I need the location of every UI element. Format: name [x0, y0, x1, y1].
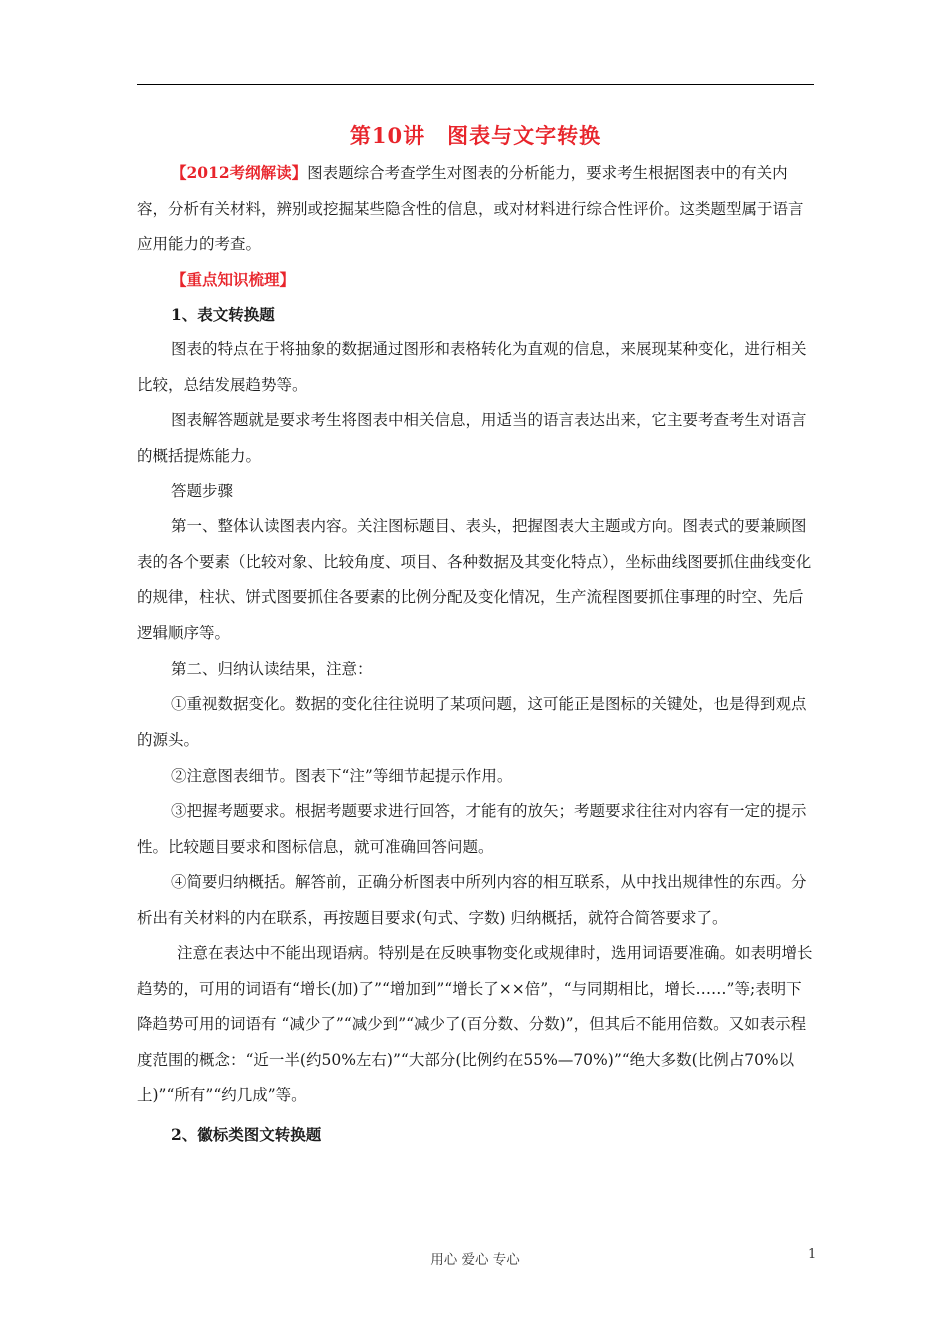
subheading-logo-text: 2、徽标类图文转换题 — [171, 1125, 322, 1144]
section-heading: 【重点知识梳理】 — [171, 270, 296, 289]
paragraph-step-two: 第二、归纳认读结果，注意： — [171, 660, 373, 678]
paragraph-point-1: ①重视数据变化。数据的变化往往说明了某项问题，这可能正是图标的关键处，也是得到观点的源头。 — [137, 695, 807, 749]
page-footer: 用心 爱心 专心 — [430, 1252, 520, 1268]
page-number: 1 — [808, 1247, 817, 1262]
intro-text: 图表题综合考查学生对图表的分析能力，要求考生根据图表中的有关内容，分析有关材料，辨别或挖掘某些隐含性的信息，或对材料进行综合性评价。这类题型属于语言应用能力的考查。 — [137, 164, 804, 253]
paragraph-expression-note: 注意在表达中不能出现语病。特别是在反映事物变化或规律时，选用词语要准确。如表明增长趋势的，可用的词语有“增长(加)了”“增加到”“增长了××倍”，“与同期相比，增长……”等;表明下降趋势可用的词语有 “减少了”“减少到”“减少了(百分数、分数)”，但其后不能用倍数。又如表示程度范围的概念：“近一半(约50%左右)”“大部分(比例约在55%—70%)”“绝大多数(比例占70%以上)”“所有”“约几成”等。 — [137, 944, 813, 1104]
subheading-table-text: 1、表文转换题 — [171, 305, 275, 324]
paragraph-step-one: 第一、整体认读图表内容。关注图标题目、表头，把握图表大主题或方向。图表式的要兼顾图表的各个要素（比较对象、比较角度、项目、各种数据及其变化特点），坐标曲线图要抓住曲线变化的规律，柱状、饼式图要抓住各要素的比例分配及变化情况，生产流程图要抓住事理的时空、先后逻辑顺序等。 — [137, 517, 812, 642]
paragraph-chart-features: 图表的特点在于将抽象的数据通过图形和表格转化为直观的信息，来展现某种变化，进行相关比较，总结发展趋势等。 — [137, 340, 807, 394]
intro-paragraph — [137, 155, 815, 263]
page-title: 第10讲 图表与文字转换 — [349, 123, 602, 148]
intro-label: 【2012考纲解读】 — [171, 163, 308, 182]
paragraph-steps-label: 答题步骤 — [171, 482, 234, 500]
paragraph-point-3: ③把握考题要求。根据考题要求进行回答，才能有的放矢；考题要求往往对内容有一定的提示性。比较题目要求和图标信息，就可准确回答问题。 — [137, 802, 807, 856]
header-rule — [137, 84, 814, 85]
paragraph-chart-answer: 图表解答题就是要求考生将图表中相关信息，用适当的语言表达出来，它主要考查考生对语言的概括提炼能力。 — [137, 411, 807, 465]
paragraph-point-2: ②注意图表细节。图表下“注”等细节起提示作用。 — [171, 767, 513, 785]
paragraph-point-4: ④简要归纳概括。解答前，正确分析图表中所列内容的相互联系，从中找出规律性的东西。分析出有关材料的内在联系，再按题目要求(句式、字数) 归纳概括，就符合简答要求了。 — [137, 873, 807, 927]
